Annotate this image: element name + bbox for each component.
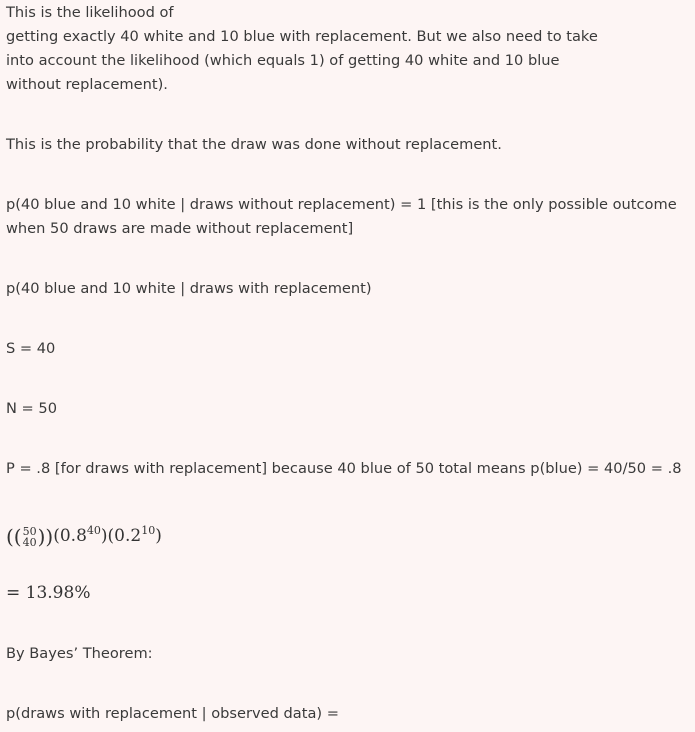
formula-binomial — [6, 513, 162, 555]
text-para-with-replacement: p(40 blue and 10 white | draws with replacement) — [6, 280, 372, 297]
text-line: This is the likelihood of — [6, 4, 174, 21]
formula-result: = 13.98% — [6, 583, 91, 603]
formula-base-2: (0.2 — [107, 526, 142, 546]
text-line: p(40 blue and 10 white | draws without replacement) = 1 [this is the only possible outcome — [6, 196, 677, 213]
text-n-value: N = 50 — [6, 400, 57, 417]
text-bayes-heading: By Bayes’ Theorem: — [6, 645, 153, 662]
formula-paren-close-1: ) — [100, 526, 108, 546]
text-bayes-formula: p(draws with replacement | observed data) = — [6, 705, 339, 722]
text-p-value: P = .8 [for draws with replacement] because 40 blue of 50 total means p(blue) = 40/50 = .8 — [6, 460, 682, 477]
formula-exp-2: 10 — [141, 524, 156, 537]
formula-exp-1: 40 — [86, 524, 101, 537]
text-s-value: S = 40 — [6, 340, 56, 357]
formula-open-paren: (( — [6, 524, 22, 549]
text-line: without replacement). — [6, 76, 168, 93]
text-line: getting exactly 40 white and 10 blue with replacement. But we also need to take — [6, 28, 598, 45]
formula-close-paren: )) — [37, 524, 54, 549]
formula-binom-top: 50 — [22, 524, 37, 538]
text-line: into account the likelihood (which equals 1) of getting 40 white and 10 blue — [6, 52, 560, 69]
formula-paren-close-2: ) — [155, 526, 162, 546]
text-line: when 50 draws are made without replacement] — [6, 220, 354, 237]
formula-binom-bottom: 40 — [22, 535, 37, 549]
formula-base-1: (0.8 — [53, 526, 87, 546]
formula-binom — [23, 526, 37, 548]
text-para-probability: This is the probability that the draw was done without replacement. — [6, 136, 502, 153]
